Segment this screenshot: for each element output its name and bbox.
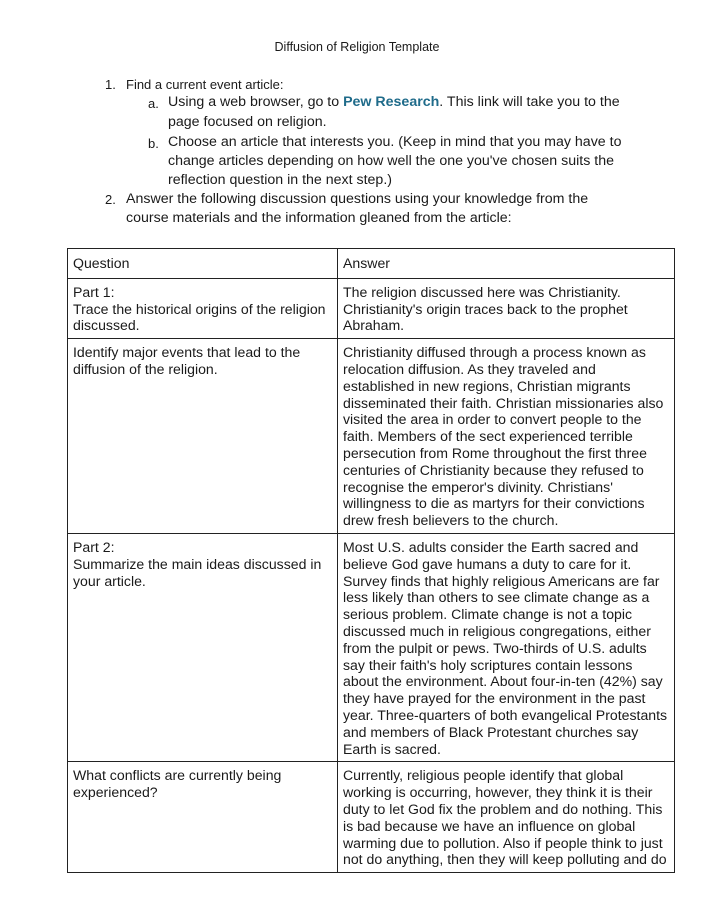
cell-line: recognise the emperor's divinity. Christians'	[343, 478, 613, 495]
cell-line: believe God gave humans a duty to care for it.	[343, 555, 632, 572]
question-cell	[68, 762, 338, 873]
cell-line: working is occurring, however, they think it is their	[343, 784, 653, 801]
instruction-item-1a	[168, 93, 620, 112]
list-letter: a.	[148, 96, 159, 111]
cell-line: relocation diffusion. As they traveled and	[343, 360, 596, 377]
cell-line: Part 1:	[73, 283, 115, 300]
cell-line: less likely than others to see climate change as a	[343, 589, 650, 606]
instruction-item-2-line2: course materials and the information gleaned from the article:	[126, 210, 512, 226]
cell-line: Summarize the main ideas discussed in	[73, 555, 322, 572]
cell-line: from the pulpit or pews. Two-thirds of U.S. adults	[343, 639, 647, 656]
cell-line: disseminated their faith. Christian missionaries also	[343, 394, 664, 411]
table-row	[68, 278, 675, 338]
instruction-item-1b-line2: change articles depending on how well the one you've chosen suits the	[168, 153, 614, 169]
cell-line: Survey finds that highly religious Americans are far	[343, 572, 660, 589]
question-cell	[68, 278, 338, 338]
cell-line: What conflicts are currently being	[73, 767, 282, 784]
list-letter: b.	[148, 136, 159, 151]
cell-line: Identify major events that lead to the	[73, 344, 301, 361]
cell-line: Currently, religious people identify that global	[343, 767, 624, 784]
answer-cell	[338, 533, 675, 761]
document-title: Diffusion of Religion Template	[274, 40, 440, 54]
table-row	[68, 762, 675, 873]
cell-line: visited the area in order to convert people to the	[343, 411, 642, 428]
cell-line: Part 2:	[73, 538, 115, 555]
answer-cell	[338, 278, 675, 338]
cell-line: say their faith's holy scriptures contain lessons	[343, 656, 633, 673]
cell-line: established in new regions, Christian migrants	[343, 377, 631, 394]
instruction-item-1a-line2: page focused on religion.	[168, 114, 327, 130]
instruction-text: . This link will take you to the	[439, 94, 620, 110]
list-number: 1.	[105, 77, 116, 92]
cell-line: and members of Black Protestant churches say	[343, 723, 639, 740]
cell-line: drew fresh believers to the church.	[343, 512, 559, 529]
table-row	[68, 533, 675, 761]
question-cell	[68, 339, 338, 534]
cell-line: is bad because we have an influence on global	[343, 817, 636, 834]
cell-line: Christianity's origin traces back to the prophet	[343, 300, 628, 317]
instruction-item-1b-line1: Choose an article that interests you. (Keep in mind that you may have to	[168, 134, 622, 150]
header-answer: Answer	[338, 249, 675, 279]
instruction-item-2-line1: Answer the following discussion questions using your knowledge from the	[126, 191, 589, 207]
cell-line: faith. Members of the sect experienced terrible	[343, 428, 633, 445]
instruction-text: Using a web browser, go to	[168, 94, 344, 110]
cell-line: persecution from Rome throughout the first three	[343, 444, 647, 461]
cell-line: experienced?	[73, 784, 158, 801]
answer-cell	[338, 762, 675, 873]
cell-line: diffusion of the religion.	[73, 360, 218, 377]
list-number: 2.	[105, 192, 116, 207]
header-question: Question	[68, 249, 338, 279]
table-header-row	[68, 249, 675, 279]
discussion-table	[67, 248, 675, 873]
answer-cell	[338, 339, 675, 534]
question-cell	[68, 533, 338, 761]
table-row	[68, 339, 675, 534]
cell-line: serious problem. Climate change is not a topic	[343, 606, 633, 623]
cell-line: your article.	[73, 572, 146, 589]
cell-line: discussed.	[73, 317, 140, 334]
cell-line: centuries of Christianity because they refused to	[343, 461, 644, 478]
cell-line: year. Three-quarters of both evangelical Protestants	[343, 706, 668, 723]
instruction-item-1b-line3: reflection question in the next step.)	[168, 172, 392, 188]
pew-research-link[interactable]: Pew Research	[343, 94, 440, 110]
cell-line: Abraham.	[343, 317, 405, 334]
cell-line: Christianity diffused through a process known as	[343, 344, 646, 361]
cell-line: The religion discussed here was Christianity.	[343, 283, 621, 300]
cell-line: not do anything, then they will keep polluting and do	[343, 851, 667, 868]
instruction-item-1: Find a current event article:	[126, 77, 284, 92]
cell-line: warming due to pollution. Also if people think to just	[343, 834, 663, 851]
cell-line: duty to let God fix the problem and do nothing. This	[343, 800, 663, 817]
cell-line: Most U.S. adults consider the Earth sacred and	[343, 538, 639, 555]
cell-line: Earth is sacred.	[343, 740, 441, 757]
cell-line: they have prayed for the environment in the past	[343, 690, 646, 707]
cell-line: willingness to die as martyrs for their convictions	[343, 495, 645, 512]
cell-line: Trace the historical origins of the religion	[73, 300, 326, 317]
cell-line: about the environment. About four-in-ten (42%) say	[343, 673, 663, 690]
cell-line: discussed much in religious congregations, either	[343, 622, 651, 639]
